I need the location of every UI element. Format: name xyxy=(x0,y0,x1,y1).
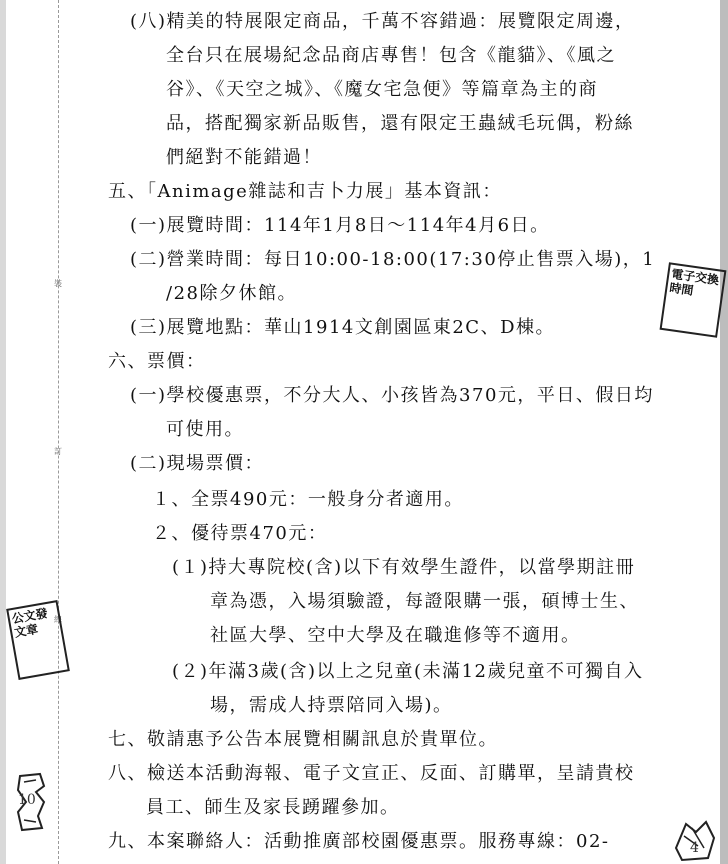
section-8-line-1: 八、檢送本活動海報、電子文宣正、反面、訂購單，呈請貴校 xyxy=(108,763,635,784)
section-5-item-3: (三)展覽地點：華山1914文創園區東2C、D棟。 xyxy=(130,317,556,338)
section-5-item-2-line-2: /28除夕休館。 xyxy=(166,283,297,304)
page-number-right: 4 xyxy=(690,840,699,856)
item-8-line-5: 們絕對不能錯過！ xyxy=(166,147,322,168)
page-edge-left xyxy=(0,0,6,864)
section-6-heading: 六、票價： xyxy=(108,351,206,372)
item-8-line-2: 全台只在展場紀念品商店專售！包含《龍貓》、《風之 xyxy=(166,45,616,66)
page-edge-right xyxy=(720,0,728,864)
discount-rule-2-line-1: (２)年滿3歲(含)以上之兒童(未滿12歲兒童不可獨自入 xyxy=(172,661,644,682)
section-6-item-1-line-1: (一)學校優惠票，不分大人、小孩皆為370元，平日、假日均 xyxy=(130,385,654,406)
section-5-item-1: (一)展覽時間：114年1月8日～114年4月6日。 xyxy=(130,215,550,236)
section-7: 七、敬請惠予公告本展覽相關訊息於貴單位。 xyxy=(108,729,498,750)
section-8-line-2: 員工、師生及家長踴躍參加。 xyxy=(146,797,400,818)
binding-line xyxy=(58,0,59,864)
section-5-heading: 五、「Animage雜誌和吉卜力展」基本資訊： xyxy=(108,181,502,202)
section-6-item-1-line-2: 可使用。 xyxy=(166,419,244,440)
discount-rule-1-line-3: 社區大學、空中大學及在職進修等不適用。 xyxy=(210,625,581,646)
discount-rule-1-line-2: 章為憑，入場須驗證，每證限購一張，碩博士生、 xyxy=(210,591,639,612)
price-full: １、全票490元：一般身分者適用。 xyxy=(152,489,464,510)
binding-char-zhuang: 裝 xyxy=(54,279,62,288)
item-8-line-4: 品，搭配獨家新品販售，還有限定王蟲絨毛玩偶，粉絲 xyxy=(166,113,634,134)
item-8-line-1: (八)精美的特展限定商品，千萬不容錯過：展覽限定周邊， xyxy=(130,11,635,32)
section-6-item-2: (二)現場票價： xyxy=(130,453,265,474)
electronic-exchange-stamp: 電子交換時間 xyxy=(660,262,727,337)
price-discount: ２、優待票470元： xyxy=(152,523,328,544)
section-5-item-2-line-1: (二)營業時間：每日10:00-18:00(17:30停止售票入場)，1 xyxy=(130,249,656,270)
item-8-line-3: 谷》、《天空之城》、《魔女宅急便》等篇章為主的商 xyxy=(166,79,598,100)
section-9: 九、本案聯絡人：活動推廣部校園優惠票。服務專線：02- xyxy=(108,831,610,852)
binding-char-xian: 線 xyxy=(54,615,62,624)
discount-rule-2-line-2: 場，需成人持票陪同入場)。 xyxy=(210,695,453,716)
official-document-stamp: 公文發文章 xyxy=(6,600,70,680)
discount-rule-1-line-1: (１)持大專院校(含)以下有效學生證件，以當學期註冊 xyxy=(172,557,636,578)
binding-char-ding: 訂 xyxy=(54,447,62,456)
page-number-left: 10 xyxy=(18,792,36,808)
